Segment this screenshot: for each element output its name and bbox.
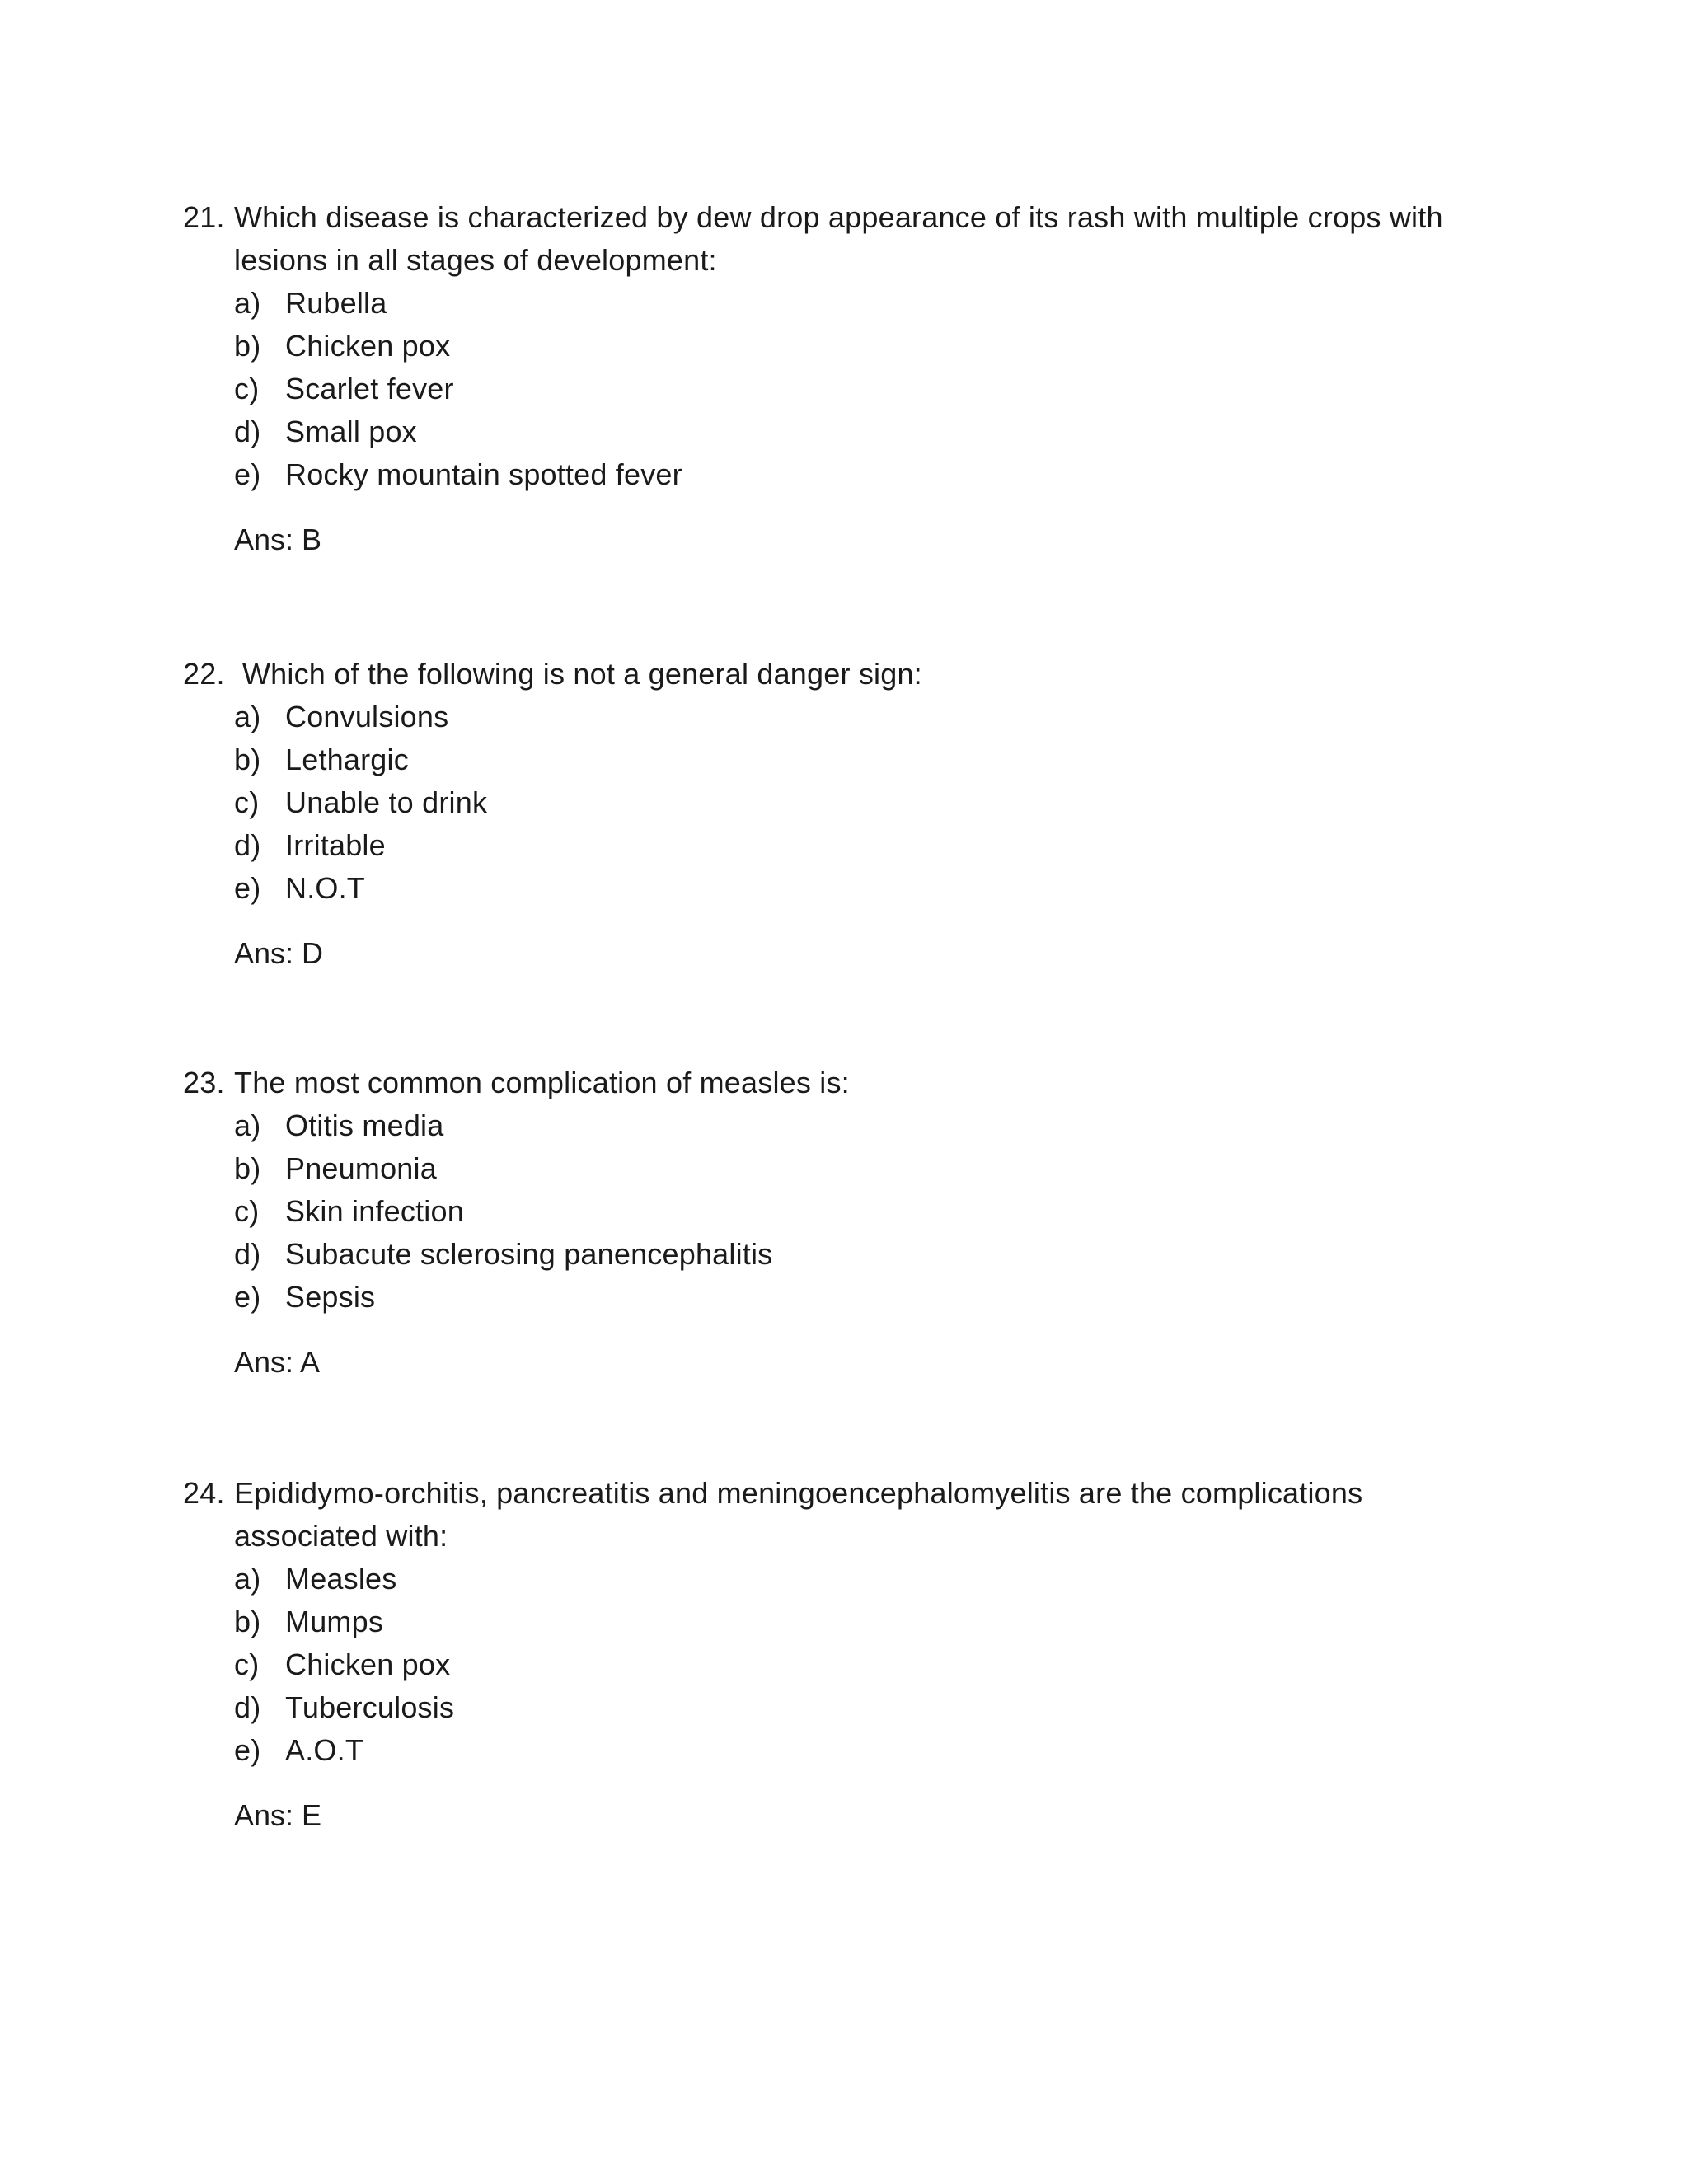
option-letter: d) <box>234 1237 261 1271</box>
option-letter: a) <box>234 286 261 320</box>
option-text: Scarlet fever <box>285 372 454 405</box>
option-list <box>183 282 1469 496</box>
answer-text: Ans: B <box>234 523 322 556</box>
question-21 <box>183 196 1469 561</box>
option-e <box>234 867 1469 910</box>
option-letter: a) <box>234 700 261 733</box>
option-letter: c) <box>234 1194 260 1228</box>
option-text: Otitis media <box>285 1108 444 1142</box>
question-text: Which disease is characterized by dew drop appearance of its rash with multiple crops with lesions in all stages of development: <box>234 200 1443 277</box>
question-number: 22. <box>183 657 225 691</box>
option-text: Mumps <box>285 1605 384 1638</box>
option-e <box>234 1729 1469 1772</box>
option-b <box>234 325 1469 368</box>
question-24 <box>183 1472 1469 1837</box>
option-c <box>234 781 1469 824</box>
option-letter: b) <box>234 1151 261 1185</box>
option-a <box>234 1558 1469 1601</box>
option-d <box>234 824 1469 867</box>
option-text: Irritable <box>285 828 386 862</box>
option-letter: b) <box>234 1605 261 1638</box>
option-text: Measles <box>285 1562 397 1596</box>
option-letter: c) <box>234 372 260 405</box>
option-letter: a) <box>234 1108 261 1142</box>
option-text: Unable to drink <box>285 785 488 819</box>
option-c <box>234 368 1469 410</box>
option-text: Lethargic <box>285 743 409 776</box>
option-text: Sepsis <box>285 1280 376 1314</box>
option-letter: e) <box>234 871 261 905</box>
option-b <box>234 738 1469 781</box>
answer-text: Ans: E <box>234 1798 322 1832</box>
question-text: Epididymo-orchitis, pancreatitis and meningoencephalomyelitis are the complications associated with: <box>234 1476 1363 1553</box>
option-list <box>183 1104 1469 1319</box>
question-stem <box>183 1472 1469 1558</box>
option-letter: c) <box>234 785 260 819</box>
option-text: Subacute sclerosing panencephalitis <box>285 1237 773 1271</box>
option-a <box>234 282 1469 325</box>
option-e <box>234 1276 1469 1319</box>
option-text: A.O.T <box>285 1733 364 1767</box>
option-list <box>183 696 1469 910</box>
question-stem <box>183 653 1469 696</box>
option-c <box>234 1190 1469 1233</box>
option-letter: b) <box>234 329 261 363</box>
option-letter: d) <box>234 415 261 448</box>
option-text: Rocky mountain spotted fever <box>285 457 682 491</box>
option-c <box>234 1643 1469 1686</box>
option-letter: d) <box>234 828 261 862</box>
question-text: The most common complication of measles is: <box>234 1066 850 1099</box>
option-text: Skin infection <box>285 1194 464 1228</box>
option-letter: e) <box>234 1733 261 1767</box>
question-stem <box>183 196 1469 282</box>
option-list <box>183 1558 1469 1772</box>
question-number: 23. <box>183 1066 225 1099</box>
option-a <box>234 696 1469 738</box>
option-letter: e) <box>234 1280 261 1314</box>
option-text: Pneumonia <box>285 1151 437 1185</box>
question-number: 21. <box>183 200 225 234</box>
question-23 <box>183 1062 1469 1384</box>
option-letter: c) <box>234 1647 260 1681</box>
option-e <box>234 453 1469 496</box>
option-a <box>234 1104 1469 1147</box>
option-b <box>234 1147 1469 1190</box>
option-text: Tuberculosis <box>285 1690 455 1724</box>
option-letter: e) <box>234 457 261 491</box>
option-d <box>234 410 1469 453</box>
question-number: 24. <box>183 1476 225 1510</box>
option-text: Chicken pox <box>285 329 451 363</box>
question-text: Which of the following is not a general danger sign: <box>242 657 922 691</box>
option-text: Rubella <box>285 286 387 320</box>
question-22 <box>183 653 1469 975</box>
option-letter: a) <box>234 1562 261 1596</box>
option-text: Convulsions <box>285 700 449 733</box>
option-text: Chicken pox <box>285 1647 451 1681</box>
option-letter: d) <box>234 1690 261 1724</box>
option-d <box>234 1233 1469 1276</box>
option-b <box>234 1601 1469 1643</box>
option-text: Small pox <box>285 415 417 448</box>
answer-text: Ans: A <box>234 1345 321 1379</box>
option-letter: b) <box>234 743 261 776</box>
option-d <box>234 1686 1469 1729</box>
answer-text: Ans: D <box>234 936 324 970</box>
question-stem <box>183 1062 1469 1104</box>
option-text: N.O.T <box>285 871 365 905</box>
